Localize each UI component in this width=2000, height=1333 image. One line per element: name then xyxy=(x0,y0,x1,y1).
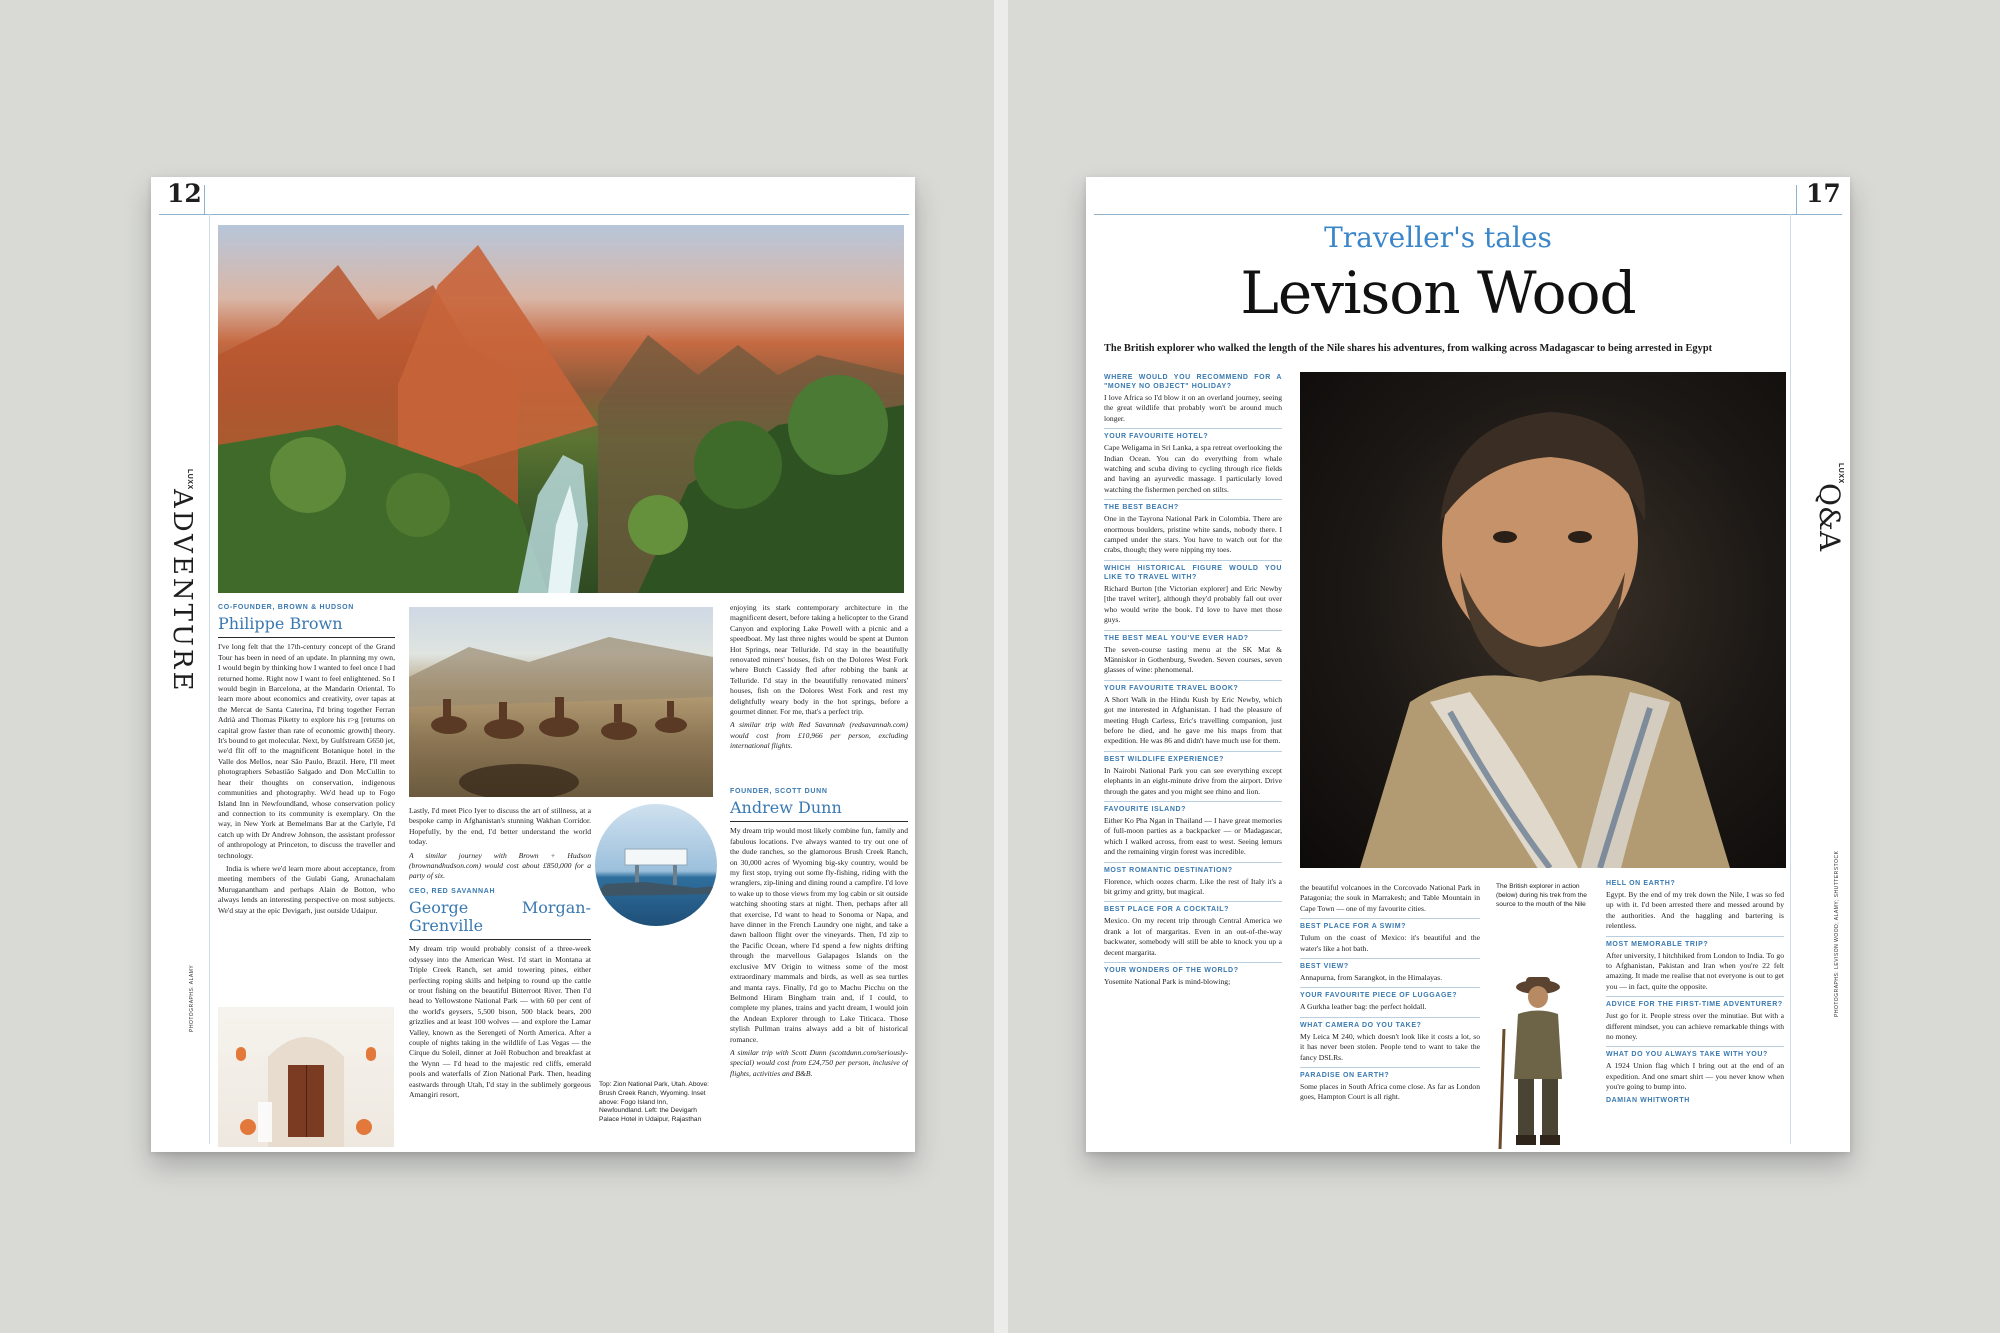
qa-question: THE BEST BEACH? xyxy=(1104,499,1282,512)
contributor-role: CO-FOUNDER, BROWN & HUDSON xyxy=(218,604,355,611)
qa-answer: I love Africa so I'd blow it on an overland journey, seeing the great wildlife that probably won't be around much longer. xyxy=(1104,393,1282,423)
photo-credit: PHOTOGRAPHS: LEVISON WOOD; ALAMY; SHUTTERSTOCK xyxy=(1834,850,1840,1017)
qa-answer: Florence, which oozes charm. Like the rest of Italy it's a bit grimy and gritty, but magical. xyxy=(1104,876,1282,896)
paragraph: Lastly, I'd meet Pico Iyer to discuss the art of stillness, at a bespoke camp in Afghanistan's stunning Wakhan Corridor. Hopefully, by the end, I'd better understand the world today. xyxy=(409,806,591,847)
contributor-role: CEO, RED SAVANNAH xyxy=(409,888,496,895)
qa-question: MOST ROMANTIC DESTINATION? xyxy=(1104,862,1282,875)
contributor-name: Philippe Brown xyxy=(218,615,395,638)
qa-question: ADVICE FOR THE FIRST-TIME ADVENTURER? xyxy=(1606,996,1784,1009)
kicker: Traveller's tales xyxy=(1324,221,1552,254)
contributor-name: George Morgan-Grenville xyxy=(409,899,591,940)
qa-answer: In Nairobi National Park you can see everything except elephants in an eight-minute drive from the airport. Drive through the gates and you might see rhino and lion. xyxy=(1104,765,1282,796)
brush-creek-ranch-photo xyxy=(409,607,713,797)
paragraph: India is where we'd learn more about acceptance, from meeting members of the Gulabi Gang, Arunachalam Muruganantham and perhaps Alain de Botton, who always lends an interesting perspective on most subjects. We'd stay at the epic Devigarh, just outside Udaipur. xyxy=(218,863,395,915)
qa-answer: Egypt. By the end of my trek down the Nile, I was so fed up with it. I'd been arrested there and messed around by the authorities. And the haggling and bartering is relentless. xyxy=(1606,890,1784,931)
header-tick xyxy=(1796,185,1797,215)
side-section: Q&A xyxy=(1813,483,1846,552)
headline: Levison Wood xyxy=(1240,259,1636,327)
levison-wood-portrait xyxy=(1300,372,1786,868)
qa-answer: My Leica M 240, which doesn't look like it costs a lot, so it has never been stolen. People tend to want to take the fancy DSLRs. xyxy=(1300,1031,1480,1062)
page-number: 17 xyxy=(1806,179,1841,208)
qa-question: YOUR FAVOURITE PIECE OF LUGGAGE? xyxy=(1300,987,1480,1000)
standfirst: The British explorer who walked the length of the Nile shares his adventures, from walking across Madagascar to being arrested in Egypt xyxy=(1104,343,1713,354)
paragraph: I've long felt that the 17th-century concept of the Grand Tour has been in need of an update. In planning my own, I would begin by thinking how I wanted to feel once I had returned home. Right now I want to feel enlightened. So I would begin in Barcelona, at the Mandarin Oriental. To learn more about economics and creativity, over tapas at the Mercat de Santa Caterina, I'd bring together Ferran Adrià and Thomas Piketty to explore his r>g [returns on capital grow faster than rate of economic growth] theory. It's bound to get molecular. Next, by Gulfstream G650 jet, we'd flit off to the magnificent Botanique hotel in the Valle dos Mellos, near São Paulo, Brazil. Here, I'll meet photographers Sebastião Salgado and Don McCullin to hear their thoughts on conservation, indigenous communities and photography. We'd head up to Fogo Island Inn in Newfoundland, whose conservation policy and connection to its community is exemplary. On the way, in New York at Bemelmans Bar at the Carlyle, I'd catch up with Dr Andrew Johnson, the assistant professor of anthropology at Princeton, to discuss the traveller and technology. xyxy=(218,642,395,860)
fogo-island-illustration xyxy=(595,804,717,926)
section-title: ADVENTURE xyxy=(167,489,197,694)
qa-question: BEST VIEW? xyxy=(1300,958,1480,971)
qa-answer: Some places in South Africa come close. As far as London goes, Hampton Court is all right. xyxy=(1300,1082,1480,1102)
header-rule xyxy=(159,214,909,215)
portrait-illustration xyxy=(1300,372,1786,868)
devigarh-palace-photo xyxy=(218,1007,394,1147)
section-brand: LUXX xyxy=(186,469,193,490)
article-column-2 xyxy=(409,887,591,1152)
horse-riders-illustration xyxy=(409,607,713,797)
qa-answer: Mexico. On my recent trip through Central America we drank a lot of margaritas. Even in an out-of-the-way backwater, somebody will still be able to knock you up a decent margarita. xyxy=(1104,916,1282,957)
palace-doorway-illustration xyxy=(218,1007,394,1147)
qa-answer: Tulum on the coast of Mexico: it's beautiful and the water's like a hot bath. xyxy=(1300,933,1480,953)
qa-answer: A Gurkha leather bag: the perfect holdall. xyxy=(1300,1002,1427,1012)
qa-question: WHICH HISTORICAL FIGURE WOULD YOU LIKE TO TRAVEL WITH? xyxy=(1104,560,1282,582)
price-note: A similar trip with Scott Dunn (scottdunn.com/seriously-special) would cost from £24,750 per person, inclusive of flights, activities and B&B. xyxy=(730,1047,908,1078)
page-12 xyxy=(151,177,915,1152)
page-17 xyxy=(1086,177,1850,1152)
gutter-rule xyxy=(1790,214,1791,1144)
spread-gutter xyxy=(994,0,1008,1333)
explorer-cutout-photo xyxy=(1496,969,1580,1152)
qa-question: WHERE WOULD YOU RECOMMEND FOR A "MONEY NO OBJECT" HOLIDAY? xyxy=(1104,374,1282,390)
qa-column-3 xyxy=(1606,879,1784,1152)
qa-question: HELL ON EARTH? xyxy=(1606,880,1676,887)
photo-credit: PHOTOGRAPHS: ALAMY xyxy=(189,964,195,1032)
qa-question: BEST WILDLIFE EXPERIENCE? xyxy=(1104,751,1282,764)
qa-question: BEST PLACE FOR A COCKTAIL? xyxy=(1104,901,1282,914)
paragraph: My dream trip would probably consist of a three-week odyssey into the American West. I'd start in Montana at Triple Creek Ranch, set amid towering pines, either perfecting roping skills and helping to round up the cattle or trout fishing on the beautiful Bitterroot River. Then I'd head to Yellowstone National Park — with 60 per cent of the world's geysers, 5,500 bison, 500 black bears, 200 grizzlies and at least 100 wolves — and explore the Lamar Valley, known as the Serengeti of North America. After a couple of nights taking in the wildlife of Las Vegas — the Cirque du Soleil, dinner at Joël Robuchon and breakfast at the Wynn — I'd head to the majestic red cliffs, emerald pools and waterfalls of Zion National Park. Then, heading eastwards through Utah, I'd stay in the sublimely gorgeous Amangiri resort, xyxy=(409,944,591,1100)
contributor-role: FOUNDER, SCOTT DUNN xyxy=(730,788,828,795)
qa-question: YOUR FAVOURITE HOTEL? xyxy=(1104,428,1282,441)
qa-answer: Cape Weligama in Sri Lanka, a spa retreat overlooking the Indian Ocean. You can do everything from whale watching and scuba diving to cycling through rice fields and having an ayurvedic massage. I particularly loved watching the fishermen perched on stilts. xyxy=(1104,443,1282,494)
zion-canyon-illustration xyxy=(218,225,904,593)
qa-answer: A 1924 Union flag which I bring out at the end of an expedition. And one smart shirt — you never know when you're going to bump into. xyxy=(1606,1061,1784,1092)
photo-caption: Top: Zion National Park, Utah. Above: Brush Creek Ranch, Wyoming. Inset above: Fogo Island Inn, Newfoundland. Left: the Devigarh Palace Hotel in Udaipur, Rajasthan xyxy=(599,1081,709,1124)
qa-answer: After university, I hitchhiked from London to India. To go to Afghanistan, Pakistan and Iran when you're 22 felt amazing. It made me realise that not everyone is out to get you — in fact, quite the opposite. xyxy=(1606,950,1784,991)
photo-caption: The British explorer in action (below) during his trek from the source to the mouth of the Nile xyxy=(1496,883,1587,908)
qa-answer: Yosemite National Park is mind-blowing; xyxy=(1104,977,1231,987)
price-note: A similar trip with Red Savannah (redsavannah.com) would cost from £10,966 per person, excluding international flights. xyxy=(730,720,908,751)
qa-question: FAVOURITE ISLAND? xyxy=(1104,801,1282,814)
qa-question: MOST MEMORABLE TRIP? xyxy=(1606,936,1784,949)
qa-answer: A Short Walk in the Hindu Kush by Eric Newby, which got me interested in Afghanistan. I had the pleasure of meeting Hugh Carless, Eric's travelling companion, just before he died, and he gave me his maps from that expedition. He was 86 and didn't have much use for them. xyxy=(1104,694,1282,746)
explorer-figure-illustration xyxy=(1496,969,1580,1152)
qa-answer: Annapurna, from Sarangkot, in the Himalayas. xyxy=(1300,973,1443,983)
qa-question: BEST PLACE FOR A SWIM? xyxy=(1300,918,1480,931)
header-rule xyxy=(1094,214,1842,215)
qa-answer: The seven-course tasting menu at the SK Mat & Människor in Gothenburg, Sweden. Seven courses, seven glasses of wine: phenomenal. xyxy=(1104,644,1282,675)
side-brand: LUXX xyxy=(1837,463,1844,484)
article-column-3 xyxy=(730,787,908,1152)
qa-answer: Richard Burton [the Victorian explorer] and Eric Newby [the travel writer], although they'd probably fall out over who would write the book. I'd love to have met those guys. xyxy=(1104,583,1282,625)
qa-question: YOUR FAVOURITE TRAVEL BOOK? xyxy=(1104,680,1282,693)
qa-question: PARADISE ON EARTH? xyxy=(1300,1067,1480,1080)
gutter-rule xyxy=(209,214,210,1144)
qa-question: THE BEST MEAL YOU'VE EVER HAD? xyxy=(1104,630,1282,643)
paragraph: My dream trip would most likely combine fun, family and fabulous locations. I've always wanted to try out one of the dude ranches, so the glamorous Brush Creek Ranch, on 30,000 acres of Wyoming big-sky country, would be my first stop, trying out some fly-fishing, riding with the wranglers, zip-lining and dining round a campfire. I'd love to wake up to those views from my log cabin or sit outside watching shooting stars at night. Then, perhaps after all that exercise, I'd want to head to Sonoma or Napa, and have dinner in the French Laundry one night, and take a dawn balloon flight over the vineyards. Then, I'd zip to the Pacific Ocean, where I'd spend a few nights drifting through the marvellous Galapagos Islands on the exclusive MV Origin to witness some of the most extraordinary mammals and birds, as well as sea turtles and manta rays. Finally, I'd go to Machu Picchu on the Belmond Hiram Bingham train and, if I could, to complete my planes, trains and yacht dream, I would join the Andean Explorer through to Lake Titicaca. Those stylish Pullman trains always add a bit of historical romance. xyxy=(730,826,908,1044)
qa-question: YOUR WONDERS OF THE WORLD? xyxy=(1104,962,1282,975)
qa-column-2 xyxy=(1300,883,1480,1152)
qa-answer: Just go for it. People stress over the minutiae. But with a different mindset, you can achieve remarkable things with no money. xyxy=(1606,1011,1784,1042)
article-column-1 xyxy=(218,603,395,1003)
article-column-3-top xyxy=(730,603,908,793)
qa-question: WHAT DO YOU ALWAYS TAKE WITH YOU? xyxy=(1606,1046,1784,1059)
header-tick xyxy=(204,185,205,215)
price-note: A similar journey with Brown + Hudson (brownandhudson.com) would cost about £850,000 for a party of six. xyxy=(409,850,591,881)
qa-column-1 xyxy=(1104,373,1282,1152)
contributor-name: Andrew Dunn xyxy=(730,799,908,822)
qa-answer: Either Ko Pha Ngan in Thailand — I have great memories of full-moon parties as a backpacker — or Madagascar, which I walked across, from east to west. Seeing lemurs and the remaining virgin forest was incredible. xyxy=(1104,815,1282,857)
answer: the beautiful volcanoes in the Corcovado National Park in Patagonia; the souk in Marrakesh; and Table Mountain in Cape Town — one of my favourite cities. xyxy=(1300,883,1480,913)
zion-canyon-photo xyxy=(218,225,904,593)
qa-answer: One in the Tayrona National Park in Colombia. There are enormous boulders, pristine white sands, nobody there. I camped under the stars. You have to watch out for the crabs, though; they were nipping my toes. xyxy=(1104,514,1282,555)
fogo-island-inn-photo xyxy=(595,804,717,926)
paragraph: enjoying its stark contemporary architecture in the magnificent desert, before taking a helicopter to the Grand Canyon and exploring Lake Powell with a picnic and a speedboat. My last three nights would be spent at Dunton Hot Springs, near Telluride. I'd stay in the beautifully renovated miners' houses, fish on the Dolores West Fork where Butch Cassidy fled after robbing the bank at Telluride. I'd stay in the beautifully renovated miners' houses, fish on the Dolores West Fork and rest my delightfully weary body in the hot springs, before a gourmet dinner. For me, that's a perfect trip. xyxy=(730,603,908,717)
byline: DAMIAN WHITWORTH xyxy=(1606,1096,1690,1104)
qa-question: WHAT CAMERA DO YOU TAKE? xyxy=(1300,1017,1480,1030)
page-number: 12 xyxy=(167,179,202,208)
